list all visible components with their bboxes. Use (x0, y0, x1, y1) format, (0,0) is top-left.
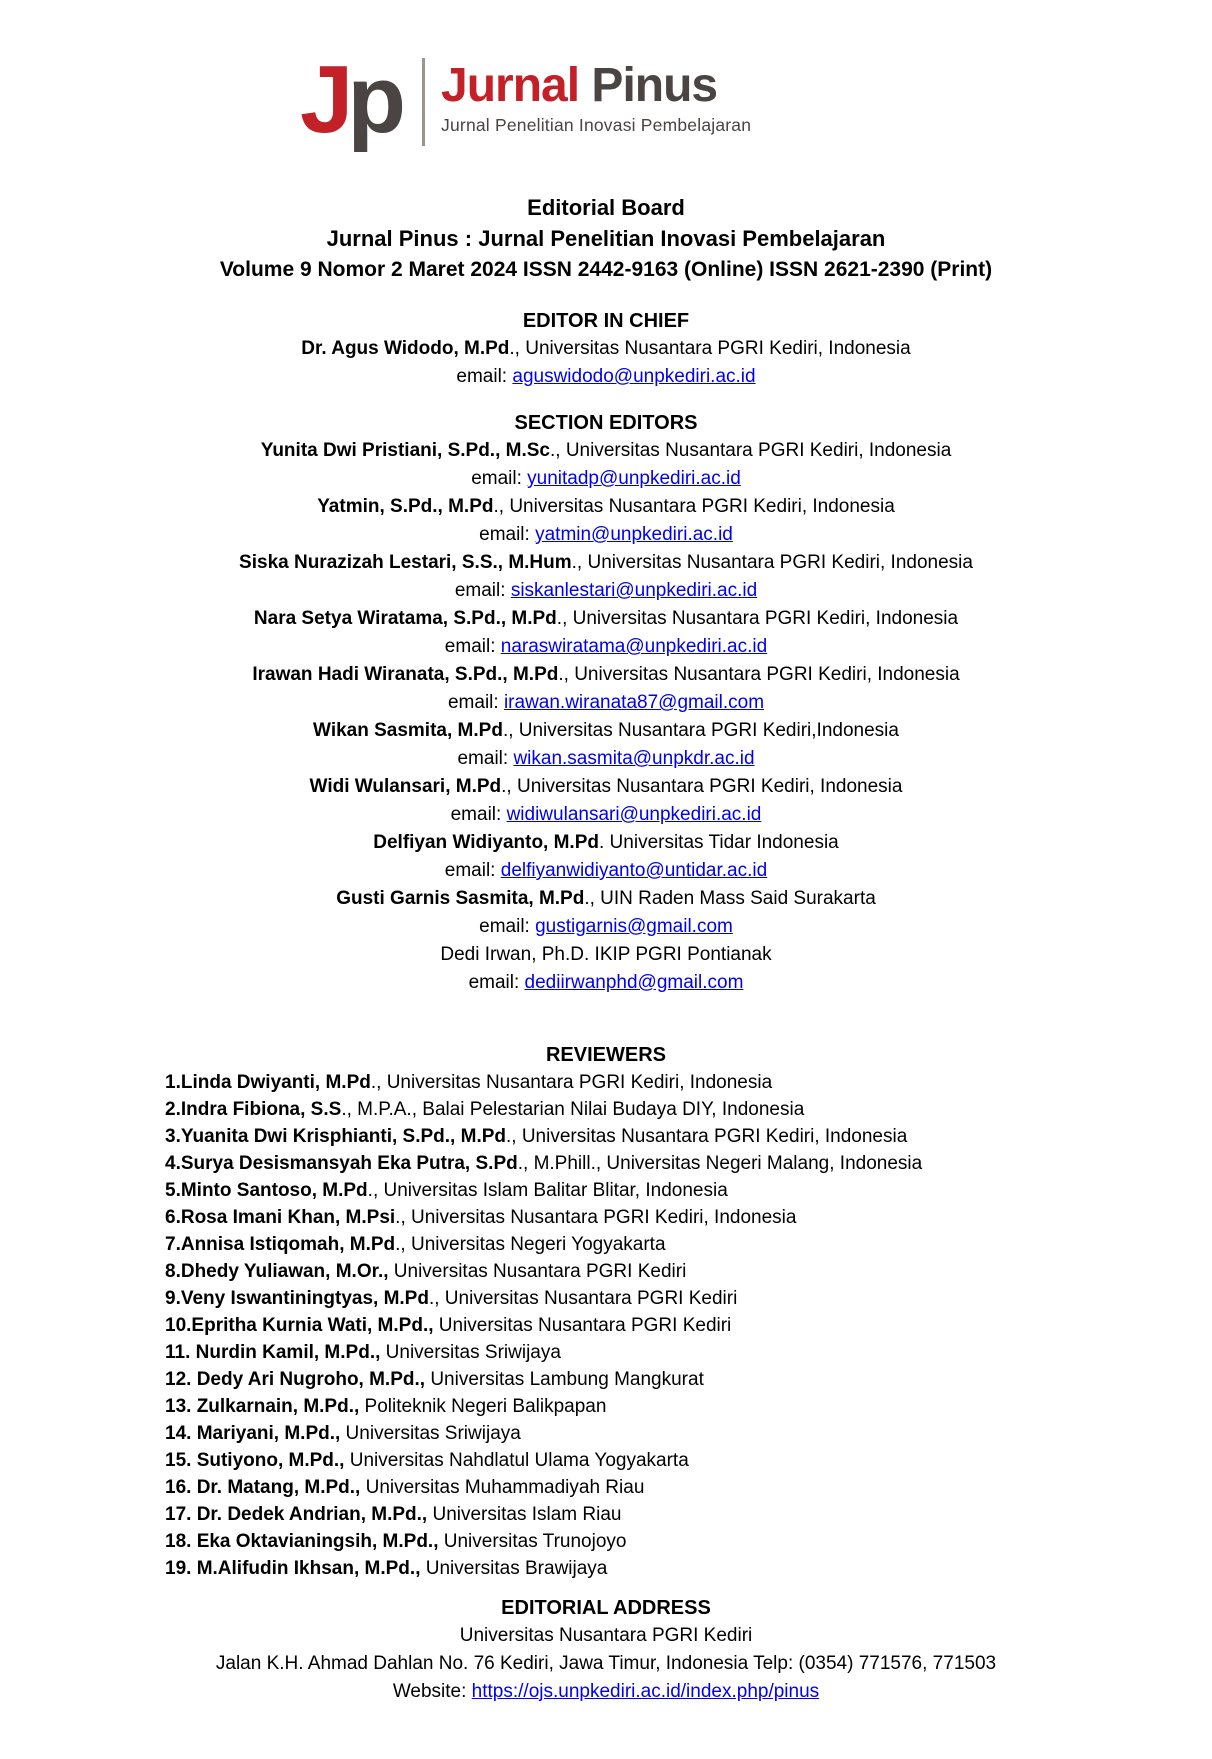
logo-monogram-icon (300, 46, 401, 153)
reviewer-name: 4.Surya Desismansyah Eka Putra, S.Pd (165, 1153, 518, 1174)
address-street: Jalan K.H. Ahmad Dahlan No. 76 Kediri, Jawa Timur, Indonesia Telp: (0354) 771576, 771503 (215, 1653, 997, 1674)
editor-in-chief-section (0, 307, 1212, 391)
section-editor-email-link[interactable]: gustigarnis@gmail.com (535, 916, 733, 937)
reviewer-entry (165, 1528, 1212, 1555)
reviewer-entry (165, 1258, 1212, 1285)
section-editor-email-link[interactable]: yunitadp@unpkediri.ac.id (527, 468, 741, 489)
page-header (0, 192, 1212, 285)
reviewer-entry (165, 1204, 1212, 1231)
reviewer-affiliation: ., Universitas Nusantara PGRI Kediri, Indonesia (370, 1072, 773, 1093)
volume-issn-line: Volume 9 Nomor 2 Maret 2024 ISSN 2442-9163 (Online) ISSN 2621-2390 (Print) (219, 258, 993, 281)
section-editor-entry (0, 717, 1212, 745)
section-editor-email-link[interactable]: widiwulansari@unpkediri.ac.id (506, 804, 762, 825)
section-editor-name: Siska Nurazizah Lestari, S.S., M.Hum (239, 552, 572, 573)
section-editor-email-link[interactable]: dediirwanphd@gmail.com (524, 972, 744, 993)
reviewer-entry (165, 1150, 1212, 1177)
section-editor-affiliation: ., Universitas Nusantara PGRI Kediri, Indonesia (550, 440, 952, 461)
reviewer-affiliation: ., Universitas Nusantara PGRI Kediri, Indonesia (395, 1207, 797, 1228)
reviewer-affiliation: Universitas Sriwijaya (380, 1342, 561, 1363)
address-university: Universitas Nusantara PGRI Kediri (459, 1625, 753, 1646)
logo-monogram-j: J (300, 46, 348, 153)
reviewer-entry (165, 1366, 1212, 1393)
reviewer-entry (165, 1474, 1212, 1501)
section-editor-email-line (0, 969, 1212, 997)
reviewer-name: 11. Nurdin Kamil, M.Pd., (165, 1342, 381, 1363)
editor-name: Dr. Agus Widodo, M.Pd (301, 338, 510, 359)
reviewer-name: 7.Annisa Istiqomah, M.Pd (165, 1234, 396, 1255)
email-label: email: (444, 636, 501, 657)
reviewer-name: 1.Linda Dwiyanti, M.Pd (165, 1072, 371, 1093)
logo-tagline: Jurnal Penelitian Inovasi Pembelajaran (441, 115, 752, 135)
email-label: email: (444, 860, 501, 881)
reviewer-name: 15. Sutiyono, M.Pd., (165, 1450, 345, 1471)
section-editor-entry (0, 661, 1212, 689)
reviewer-affiliation: Universitas Brawijaya (420, 1558, 608, 1579)
section-editor-affiliation: ., Universitas Nusantara PGRI Kediri, Indonesia (501, 776, 903, 797)
logo-monogram-p: p (347, 46, 401, 153)
section-editor-affiliation: ., Universitas Nusantara PGRI Kediri, Indonesia (571, 552, 973, 573)
reviewers-section (0, 1041, 1212, 1582)
section-editor-email-line (0, 745, 1212, 773)
section-editor-email-line (0, 801, 1212, 829)
section-editor-affiliation: ., Universitas Nusantara PGRI Kediri,Indonesia (502, 720, 899, 741)
section-editor-affiliation: ., Universitas Nusantara PGRI Kediri, Indonesia (558, 664, 960, 685)
section-editor-entry (0, 549, 1212, 577)
section-editor-name: Yatmin, S.Pd., M.Pd (317, 496, 494, 517)
reviewers-list (0, 1069, 1212, 1582)
email-label: email: (454, 580, 511, 601)
journal-title: Jurnal Pinus : Jurnal Penelitian Inovasi Pembelajaran (326, 226, 886, 251)
section-editor-entry (0, 941, 1212, 969)
email-label: email: (471, 468, 528, 489)
section-editor-email-line (0, 689, 1212, 717)
email-label: email: (450, 804, 507, 825)
section-editor-email-line (0, 913, 1212, 941)
section-editors-heading: SECTION EDITORS (514, 412, 698, 434)
section-editor-name: Delfiyan Widiyanto, M.Pd (373, 832, 599, 853)
section-editor-email-line (0, 465, 1212, 493)
logo-wordmark-jurnal: Jurnal (441, 59, 580, 112)
reviewer-affiliation: ., M.Phill., Universitas Negeri Malang, Indonesia (517, 1153, 923, 1174)
reviewer-entry (165, 1096, 1212, 1123)
reviewer-name: 9.Veny Iswantiningtyas, M.Pd (165, 1288, 429, 1309)
website-link[interactable]: https://ojs.unpkediri.ac.id/index.php/pinus (471, 1681, 820, 1702)
editorial-address-section (0, 1594, 1212, 1706)
reviewer-affiliation: Universitas Muhammadiyah Riau (360, 1477, 645, 1498)
editor-in-chief-heading: EDITOR IN CHIEF (522, 310, 690, 332)
reviewer-affiliation: Universitas Lambung Mangkurat (425, 1369, 704, 1390)
reviewer-name: 5.Minto Santoso, M.Pd (165, 1180, 368, 1201)
email-label: email: (479, 524, 536, 545)
section-editor-email-link[interactable]: wikan.sasmita@unpkdr.ac.id (513, 748, 755, 769)
reviewer-entry (165, 1069, 1212, 1096)
reviewer-affiliation: ., Universitas Negeri Yogyakarta (395, 1234, 666, 1255)
section-editor-email-line (0, 857, 1212, 885)
reviewer-affiliation: ., Universitas Islam Balitar Blitar, Indonesia (367, 1180, 728, 1201)
section-editor-email-line (0, 633, 1212, 661)
reviewer-affiliation: ., Universitas Nusantara PGRI Kediri (428, 1288, 738, 1309)
section-editor-name: Irawan Hadi Wiranata, S.Pd., M.Pd (252, 664, 559, 685)
section-editor-affiliation: ., Universitas Nusantara PGRI Kediri, Indonesia (493, 496, 895, 517)
reviewer-affiliation: Universitas Islam Riau (427, 1504, 622, 1525)
section-editor-entry (0, 605, 1212, 633)
section-editor-entry (0, 885, 1212, 913)
website-label: Website: (392, 1681, 472, 1702)
reviewer-entry (165, 1555, 1212, 1582)
reviewer-entry (165, 1285, 1212, 1312)
reviewer-affiliation: Politeknik Negeri Balikpapan (359, 1396, 607, 1417)
reviewers-heading: REVIEWERS (545, 1044, 667, 1066)
reviewer-name: 6.Rosa Imani Khan, M.Psi (165, 1207, 396, 1228)
section-editor-entry (0, 493, 1212, 521)
reviewer-affiliation: Universitas Sriwijaya (340, 1423, 521, 1444)
reviewer-name: 10.Epritha Kurnia Wati, M.Pd., (165, 1315, 434, 1336)
website-line (0, 1678, 1212, 1706)
editor-in-chief-entry (0, 335, 1212, 363)
reviewer-name: 16. Dr. Matang, M.Pd., (165, 1477, 361, 1498)
section-editor-entry (0, 773, 1212, 801)
reviewer-name: 2.Indra Fibiona, S.S (165, 1099, 342, 1120)
email-label: email: (447, 692, 504, 713)
section-editor-affiliation: Dedi Irwan, Ph.D. IKIP PGRI Pontianak (440, 944, 772, 965)
section-editors-section (0, 409, 1212, 997)
section-editor-entry (0, 437, 1212, 465)
reviewer-affiliation: ., Universitas Nusantara PGRI Kediri, Indonesia (506, 1126, 908, 1147)
section-editor-name: Gusti Garnis Sasmita, M.Pd (336, 888, 585, 909)
reviewer-entry (165, 1177, 1212, 1204)
email-label: email: (456, 366, 513, 387)
reviewer-entry (165, 1447, 1212, 1474)
section-editor-name: Yunita Dwi Pristiani, S.Pd., M.Sc (260, 440, 550, 461)
editorial-address-heading: EDITORIAL ADDRESS (501, 1597, 711, 1619)
section-editor-name: Nara Setya Wiratama, S.Pd., M.Pd (253, 608, 557, 629)
reviewer-affiliation: Universitas Nahdlatul Ulama Yogyakarta (344, 1450, 689, 1471)
section-editor-email-link[interactable]: naraswiratama@unpkediri.ac.id (500, 636, 768, 657)
section-editor-affiliation: . Universitas Tidar Indonesia (599, 832, 839, 853)
section-editor-email-link[interactable]: irawan.wiranata87@gmail.com (503, 692, 765, 713)
logo-divider (422, 58, 425, 146)
reviewer-name: 18. Eka Oktavianingsih, M.Pd., (165, 1531, 439, 1552)
journal-logo (300, 46, 1212, 158)
reviewer-name: 8.Dhedy Yuliawan, M.Or., (165, 1261, 389, 1282)
logo-wordmark-pinus: Pinus (591, 59, 718, 112)
reviewer-name: 17. Dr. Dedek Andrian, M.Pd., (165, 1504, 428, 1525)
section-editor-entry (0, 829, 1212, 857)
reviewer-affiliation: Universitas Trunojoyo (438, 1531, 627, 1552)
reviewer-name: 14. Mariyani, M.Pd., (165, 1423, 341, 1444)
section-editor-email-link[interactable]: siskanlestari@unpkediri.ac.id (510, 580, 758, 601)
section-editor-email-link[interactable]: delfiyanwidiyanto@untidar.ac.id (500, 860, 768, 881)
reviewer-entry (165, 1231, 1212, 1258)
section-editor-affiliation: ., Universitas Nusantara PGRI Kediri, Indonesia (556, 608, 959, 629)
section-editor-name: Wikan Sasmita, M.Pd (313, 720, 503, 741)
reviewer-entry (165, 1312, 1212, 1339)
reviewer-name: 13. Zulkarnain, M.Pd., (165, 1396, 360, 1417)
reviewer-entry (165, 1123, 1212, 1150)
reviewer-affiliation: ., M.P.A., Balai Pelestarian Nilai Budaya DIY, Indonesia (341, 1099, 805, 1120)
editor-email-line (0, 363, 1212, 391)
logo-wordmark (441, 60, 751, 112)
reviewer-affiliation: Universitas Nusantara PGRI Kediri (433, 1315, 732, 1336)
editor-affiliation: ., Universitas Nusantara PGRI Kediri, Indonesia (509, 338, 911, 359)
page-title: Editorial Board (527, 195, 685, 220)
email-label: email: (479, 916, 536, 937)
editor-email-link[interactable]: aguswidodo@unpkediri.ac.id (512, 366, 756, 387)
reviewer-entry (165, 1339, 1212, 1366)
reviewer-name: 19. M.Alifudin Ikhsan, M.Pd., (165, 1558, 421, 1579)
section-editors-list (0, 437, 1212, 997)
reviewer-name: 12. Dedy Ari Nugroho, M.Pd., (165, 1369, 426, 1390)
reviewer-entry (165, 1393, 1212, 1420)
reviewer-name: 3.Yuanita Dwi Krisphianti, S.Pd., M.Pd (165, 1126, 506, 1147)
section-editor-name: Widi Wulansari, M.Pd (309, 776, 502, 797)
reviewer-entry (165, 1501, 1212, 1528)
email-label: email: (457, 748, 514, 769)
email-label: email: (468, 972, 525, 993)
section-editor-email-link[interactable]: yatmin@unpkediri.ac.id (535, 524, 733, 545)
logo-wordmark-block (441, 60, 751, 136)
section-editor-email-line (0, 521, 1212, 549)
section-editor-affiliation: ., UIN Raden Mass Said Surakarta (584, 888, 876, 909)
reviewer-entry (165, 1420, 1212, 1447)
section-editor-email-line (0, 577, 1212, 605)
reviewer-affiliation: Universitas Nusantara PGRI Kediri (388, 1261, 687, 1282)
